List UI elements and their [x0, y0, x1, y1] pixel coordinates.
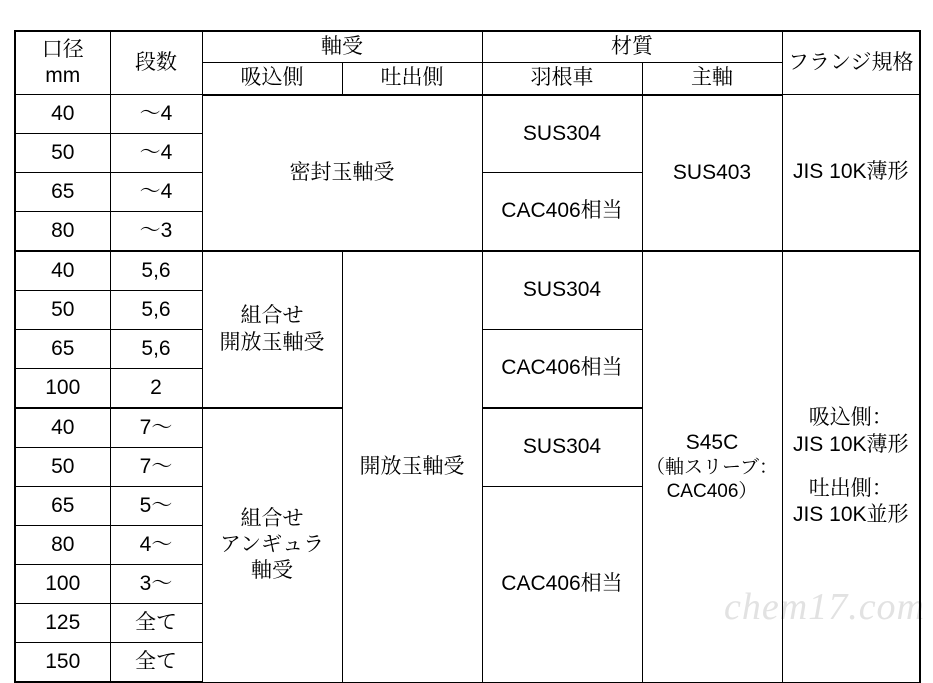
cell-bore: 80	[15, 212, 110, 252]
cell-stages: 全て	[110, 604, 202, 643]
cell-shaft-group-2	[642, 251, 782, 682]
flange-g2-line3: 吐出側：	[808, 476, 893, 500]
cell-bore: 65	[15, 173, 110, 212]
cell-bearing-discharge-group: 開放玉軸受	[342, 251, 482, 682]
cell-stages: ～4	[110, 173, 202, 212]
bearing-suction-g2-line1: 組合せ	[240, 304, 304, 328]
shaft-g2-line2: （軸スリーブ：	[645, 457, 779, 479]
cell-stages: 5,6	[110, 330, 202, 369]
cell-stages: ～4	[110, 134, 202, 173]
header-bearing: 軸受	[202, 31, 482, 63]
cell-stages: 7～	[110, 408, 202, 448]
cell-bore: 65	[15, 487, 110, 526]
header-row-1	[15, 31, 920, 63]
cell-impeller-group-2: CAC406相当	[482, 173, 642, 252]
spec-table-container	[14, 30, 919, 683]
cell-stages: 5,6	[110, 291, 202, 330]
header-bearing-discharge: 吐出側	[342, 63, 482, 95]
flange-g2-line1: 吸込側：	[808, 406, 893, 430]
cell-stages: 4～	[110, 526, 202, 565]
bearing-suction-g3-line2: アンギュラ	[219, 533, 325, 557]
cell-stages: 5,6	[110, 251, 202, 291]
cell-stages: 全て	[110, 643, 202, 683]
header-bore-unit: mm	[45, 64, 81, 87]
flange-g2-line4: JIS 10K並形	[792, 503, 909, 526]
header-stages: 段数	[110, 31, 202, 95]
cell-bore: 100	[15, 369, 110, 409]
cell-bore: 50	[15, 291, 110, 330]
shaft-g2-line1: S45C	[685, 430, 739, 454]
cell-stages: ～4	[110, 95, 202, 134]
cell-flange-group-2	[782, 251, 920, 682]
header-material-impeller: 羽根車	[482, 63, 642, 95]
cell-flange-group-1: JIS 10K薄形	[782, 95, 920, 252]
header-flange: フランジ規格	[782, 31, 920, 95]
cell-shaft-group-1: SUS403	[642, 95, 782, 252]
cell-impeller-group-4: CAC406相当	[482, 330, 642, 409]
table-row	[15, 95, 920, 134]
table-row	[15, 251, 920, 291]
shaft-g2-line3: CAC406）	[666, 480, 758, 502]
header-bore	[15, 31, 110, 95]
header-bore-label: 口径	[41, 37, 84, 61]
header-bearing-suction: 吸込側	[202, 63, 342, 95]
cell-impeller-group-6: CAC406相当	[482, 487, 642, 683]
header-material: 材質	[482, 31, 782, 63]
cell-impeller-group-1: SUS304	[482, 95, 642, 173]
cell-bore: 80	[15, 526, 110, 565]
cell-bearing-suction-group-1: 密封玉軸受	[202, 95, 482, 252]
cell-bore: 100	[15, 565, 110, 604]
cell-stages: 3～	[110, 565, 202, 604]
header-material-shaft: 主軸	[642, 63, 782, 95]
cell-bore: 40	[15, 95, 110, 134]
cell-bearing-suction-group-2	[202, 251, 342, 408]
cell-bore: 40	[15, 251, 110, 291]
cell-stages: 7～	[110, 448, 202, 487]
bearing-suction-g3-line1: 組合せ	[240, 506, 304, 530]
cell-impeller-group-5: SUS304	[482, 408, 642, 487]
watermark: chem17.com	[724, 586, 925, 628]
cell-bearing-suction-group-3	[202, 408, 342, 682]
cell-stages: 2	[110, 369, 202, 409]
cell-bore: 65	[15, 330, 110, 369]
cell-bore: 125	[15, 604, 110, 643]
cell-impeller-group-3: SUS304	[482, 251, 642, 330]
cell-bore: 50	[15, 134, 110, 173]
cell-stages: ～3	[110, 212, 202, 252]
cell-bore: 40	[15, 408, 110, 448]
cell-bore: 50	[15, 448, 110, 487]
specification-table	[14, 30, 921, 683]
cell-bore: 150	[15, 643, 110, 683]
bearing-suction-g3-line3: 軸受	[251, 559, 293, 583]
bearing-suction-g2-line2: 開放玉軸受	[219, 330, 325, 354]
flange-g2-line2: JIS 10K薄形	[792, 432, 909, 456]
cell-stages: 5～	[110, 487, 202, 526]
